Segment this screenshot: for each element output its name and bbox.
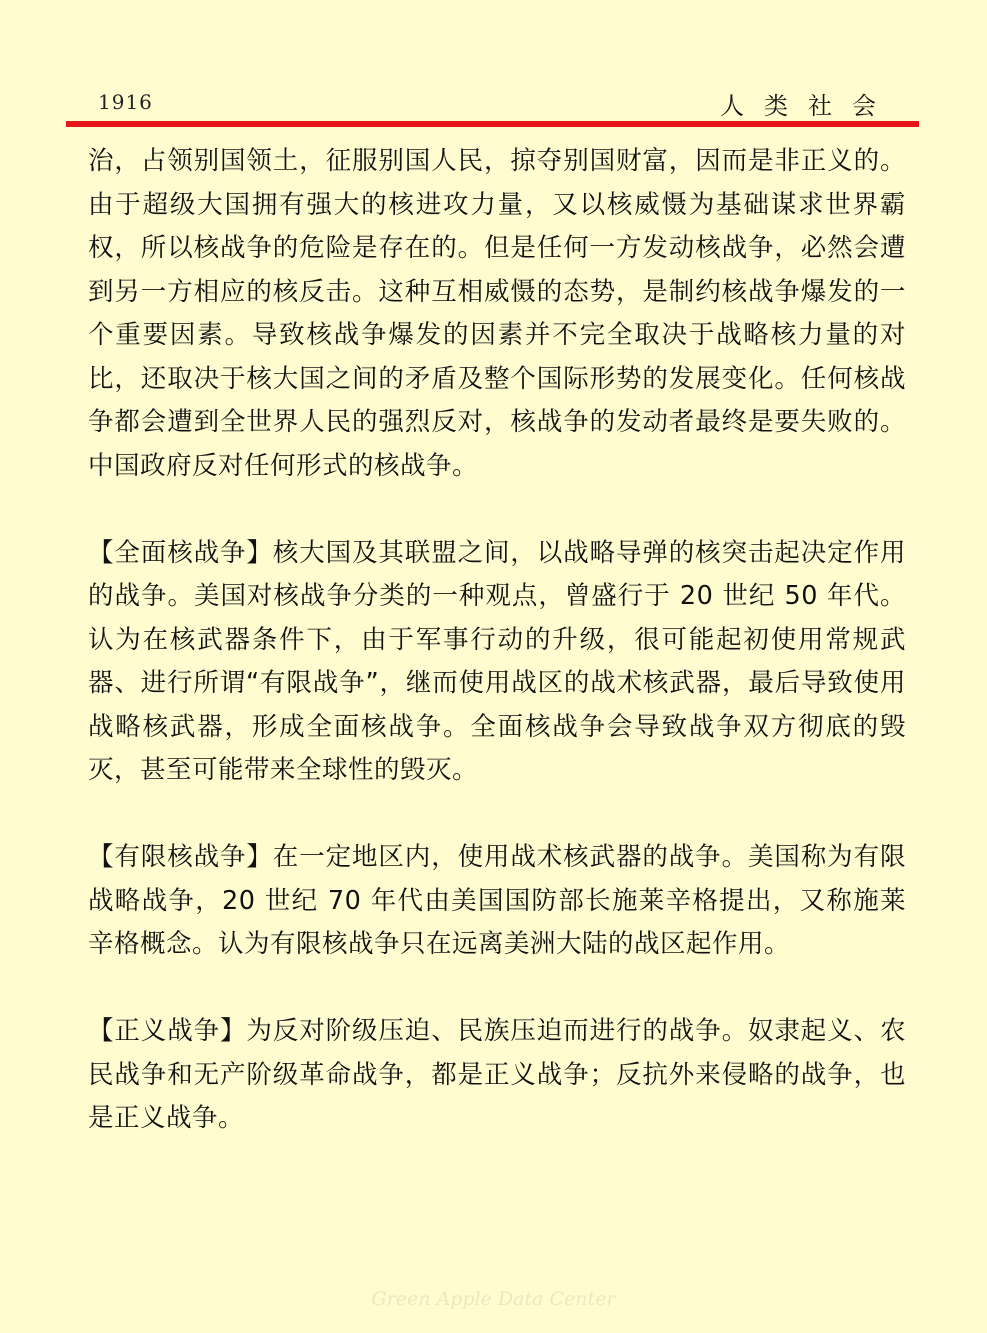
entry-limited-nuclear-war	[88, 836, 906, 967]
main-text	[88, 140, 906, 1141]
entry-term: 【正义战争】	[88, 1016, 247, 1046]
paragraph-gap	[88, 793, 906, 837]
intro-paragraph: 治，占领别国领土，征服别国人民，掠夺别国财富，因而是非正义的。由于超级大国拥有强大的核进攻力量，又以核威慑为基础谋求世界霸权，所以核战争的危险是存在的。但是任何一方发动核战争，必然会遭到另一方相应的核反击。这种互相威慑的态势，是制约核战争爆发的一个重要因素。导致核战争爆发的因素并不完全取决于战略核力量的对比，还取决于核大国之间的矛盾及整个国际形势的发展变化。任何核战争都会遭到全世界人民的强烈反对，核战争的发动者最终是要失败的。中国政府反对任何形式的核战争。	[88, 146, 906, 481]
entry-text: 为反对阶级压迫、民族压迫而进行的战争。奴隶起义、农民战争和无产阶级革命战争，都是正义战争；反抗外来侵略的战争，也是正义战争。	[88, 1016, 906, 1133]
paragraph-gap	[88, 967, 906, 1011]
entry-total-nuclear-war	[88, 532, 906, 793]
paragraph-gap	[88, 488, 906, 532]
page-number: 1916	[98, 90, 153, 114]
watermark: Green Apple Data Center	[371, 1288, 616, 1310]
entry-text: 核大国及其联盟之间，以战略导弹的核突击起决定作用的战争。美国对核战争分类的一种观点，曾盛行于 20 世纪 50 年代。认为在核武器条件下，由于军事行动的升级，很可能起初使用常规武器、进行所谓“有限战争”，继而使用战区的战术核武器，最后导致使用战略核武器，形成全面核战争。全面核战争会导致战争双方彻底的毁灭，甚至可能带来全球性的毁灭。	[88, 537, 906, 785]
entry-term: 【全面核战争】	[88, 537, 273, 568]
entry-text: 在一定地区内，使用战术核武器的战争。美国称为有限战略战争，20 世纪 70 年代由美国国防部长施莱辛格提出，又称施莱辛格概念。认为有限核战争只在远离美洲大陆的战区起作用。	[88, 842, 906, 959]
running-header	[68, 84, 918, 118]
header-rule	[66, 121, 919, 127]
entry-term: 【有限核战争】	[88, 842, 273, 872]
entry-just-war	[88, 1010, 906, 1141]
section-title: 人类社会	[720, 92, 896, 120]
